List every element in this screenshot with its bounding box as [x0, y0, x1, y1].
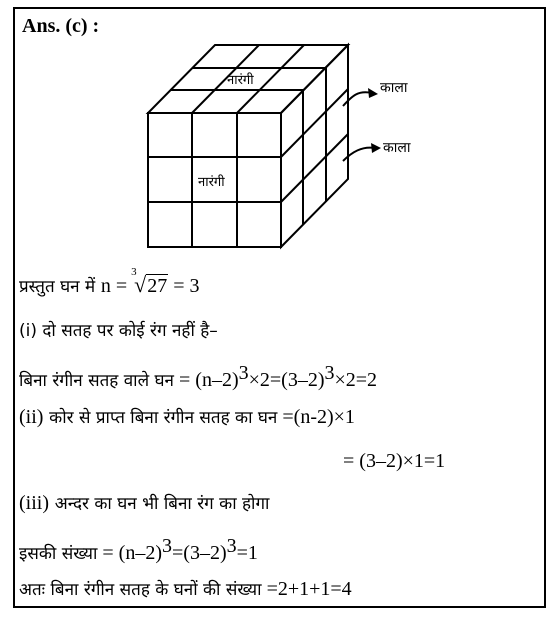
line-6	[19, 491, 269, 515]
line-7-math-c: =1	[236, 542, 258, 564]
line-1	[19, 266, 200, 298]
line-3-sup-1: 3	[238, 362, 249, 384]
line-2-text: (i) दो सतह पर कोई रंग नहीं है–	[19, 321, 218, 341]
line-3-text: बिना रंगीन सतह वाले घन	[19, 371, 174, 391]
line-7-math-a: = (n–2)	[97, 542, 163, 564]
arrow-1-head	[368, 88, 378, 98]
cube-root	[131, 266, 168, 298]
arrow-2-head	[371, 143, 381, 153]
line-5	[343, 450, 445, 473]
front-face-label: नारंगी	[198, 175, 225, 190]
answer-label: Ans. (c) :	[22, 15, 100, 37]
line-8-text: अतः बिना रंगीन सतह के घनों की संख्या	[19, 580, 262, 600]
line-7	[19, 535, 258, 565]
line-4-math: =(n-2)×1	[277, 406, 355, 428]
cube-root-radicand: 27	[147, 275, 168, 297]
line-3-sup-2: 3	[324, 362, 335, 384]
line-6-text: अन्दर का घन भी बिना रंग का होगा	[54, 494, 270, 514]
line-3-math-b: ×2=(3–2)	[248, 369, 325, 391]
line-6-prefix: (iii)	[19, 492, 49, 514]
line-5-math: = (3–2)×1=1	[343, 450, 446, 472]
line-7-math-b: =(3–2)	[172, 542, 227, 564]
line-2	[19, 318, 218, 341]
line-4-prefix: (ii)	[19, 406, 44, 428]
line-4-text: कोर से प्राप्त बिना रंगीन सतह का घन	[49, 408, 278, 428]
line-7-text: इसकी संख्या	[19, 544, 98, 564]
cube-root-index: 3	[131, 266, 137, 278]
line-8	[19, 577, 352, 601]
arrow-label-1: काला	[380, 80, 408, 96]
line-3-math-a: = (n–2)	[174, 369, 239, 391]
line-7-sup-2: 3	[226, 535, 237, 557]
line-3-math-c: ×2=2	[334, 369, 378, 391]
line-1-math-post: = 3	[168, 275, 200, 297]
line-1-text: प्रस्तुत घन में	[19, 277, 96, 297]
line-8-math: =2+1+1=4	[261, 578, 352, 600]
line-4	[19, 405, 355, 429]
line-1-math-pre: n =	[100, 275, 133, 297]
top-face-label: नारंगी	[227, 73, 254, 88]
radical-sign: √	[134, 272, 147, 297]
line-7-sup-1: 3	[162, 535, 173, 557]
line-3	[19, 362, 377, 392]
arrow-label-2: काला	[383, 140, 411, 156]
